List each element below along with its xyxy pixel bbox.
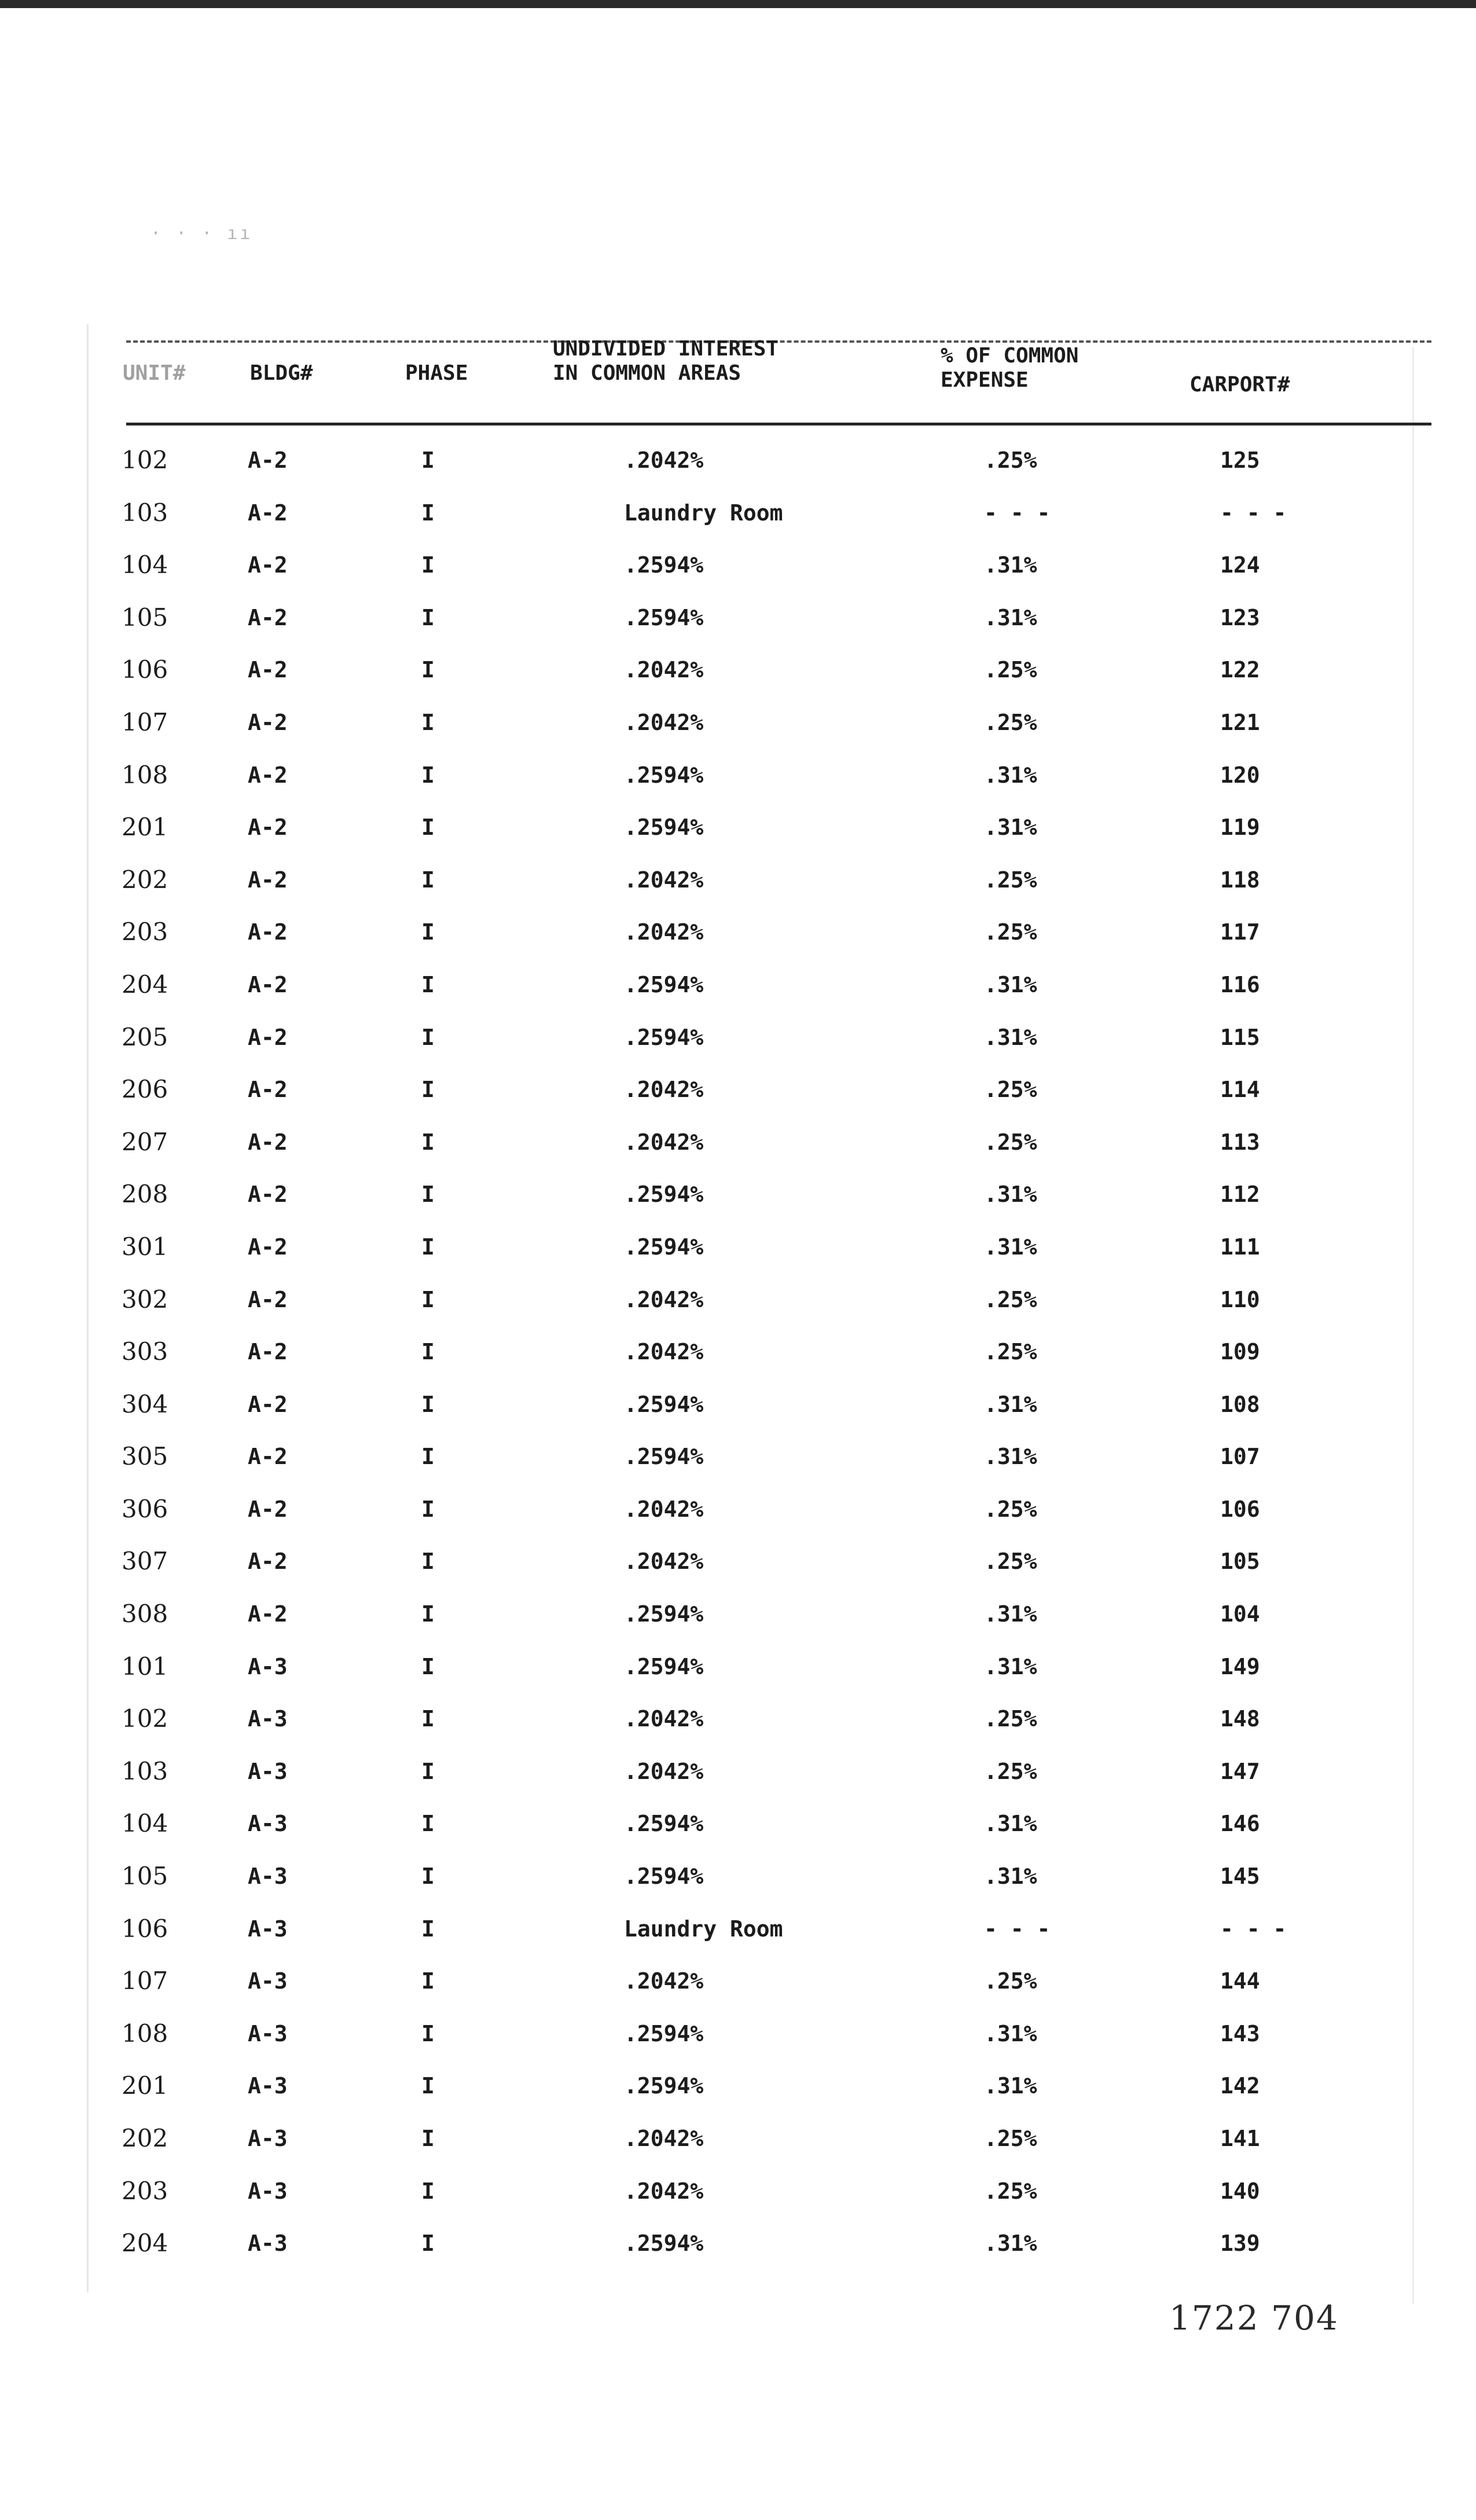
cell-bldg: A-2 — [248, 709, 288, 735]
cell-carport: 147 — [1220, 1758, 1260, 1784]
cell-carport: 123 — [1220, 604, 1260, 630]
cell-phase: I — [421, 1811, 435, 1837]
cell-unit: 306 — [122, 1494, 168, 1523]
cell-interest: .2594% — [624, 1182, 704, 1208]
cell-interest: .2594% — [624, 1864, 704, 1890]
cell-phase: I — [421, 2020, 435, 2046]
table-row — [0, 1862, 1476, 1914]
table-body — [0, 446, 1476, 2281]
cell-carport: - - - — [1220, 500, 1287, 526]
cell-unit: 105 — [122, 1862, 168, 1891]
cell-unit: 105 — [122, 603, 168, 632]
cell-unit: 205 — [122, 1022, 168, 1051]
cell-phase: I — [421, 815, 435, 841]
cell-interest: .2594% — [624, 2073, 704, 2099]
table-row — [0, 1180, 1476, 1233]
cell-expense: .31% — [984, 2020, 1037, 2046]
cell-expense: .25% — [984, 1129, 1037, 1155]
cell-bldg: A-2 — [248, 552, 288, 578]
cell-phase: I — [421, 1129, 435, 1155]
cell-expense: .25% — [984, 447, 1037, 473]
cell-bldg: A-2 — [248, 1077, 288, 1103]
header-interest-line1: UNDIVIDED INTEREST — [553, 337, 779, 361]
cell-interest: .2594% — [624, 2231, 704, 2257]
cell-expense: - - - — [984, 500, 1051, 526]
cell-carport: 105 — [1220, 1549, 1260, 1575]
cell-interest: .2042% — [624, 1129, 704, 1155]
cell-expense: .31% — [984, 1444, 1037, 1470]
cell-interest: .2042% — [624, 1968, 704, 1994]
cell-unit: 201 — [122, 813, 168, 842]
cell-bldg: A-2 — [248, 447, 288, 473]
cell-bldg: A-2 — [248, 1182, 288, 1208]
cell-expense: .25% — [984, 1286, 1037, 1312]
cell-phase: I — [421, 1601, 435, 1627]
cell-interest: .2594% — [624, 971, 704, 997]
cell-unit: 107 — [122, 1967, 168, 1996]
cell-expense: .25% — [984, 2126, 1037, 2151]
cell-bldg: A-2 — [248, 1129, 288, 1155]
cell-carport: 118 — [1220, 867, 1260, 893]
cell-unit: 203 — [122, 918, 168, 947]
cell-expense: - - - — [984, 1916, 1051, 1942]
cell-interest: .2594% — [624, 604, 704, 630]
cell-carport: 145 — [1220, 1864, 1260, 1890]
cell-interest: .2042% — [624, 919, 704, 945]
cell-expense: .25% — [984, 1758, 1037, 1784]
cell-interest: .2042% — [624, 709, 704, 735]
cell-bldg: A-3 — [248, 1653, 288, 1679]
cell-bldg: A-2 — [248, 815, 288, 841]
table-row — [0, 2019, 1476, 2072]
cell-interest: .2594% — [624, 1234, 704, 1260]
cell-unit: 106 — [122, 1914, 168, 1943]
cell-phase: I — [421, 1916, 435, 1942]
table-row — [0, 1600, 1476, 1652]
cell-expense: .31% — [984, 1234, 1037, 1260]
cell-carport: 122 — [1220, 657, 1260, 683]
cell-bldg: A-2 — [248, 657, 288, 683]
cell-expense: .25% — [984, 2178, 1037, 2204]
cell-unit: 102 — [122, 446, 168, 474]
table-row — [0, 2229, 1476, 2281]
cell-bldg: A-2 — [248, 1496, 288, 1522]
cell-expense: .25% — [984, 1706, 1037, 1732]
cell-bldg: A-2 — [248, 1286, 288, 1312]
cell-carport: 109 — [1220, 1339, 1260, 1365]
cell-carport: 141 — [1220, 2126, 1260, 2151]
cell-carport: 110 — [1220, 1286, 1260, 1312]
cell-carport: 113 — [1220, 1129, 1260, 1155]
cell-phase: I — [421, 971, 435, 997]
table-row — [0, 1285, 1476, 1338]
cell-phase: I — [421, 762, 435, 788]
header-unit: UNIT# — [123, 361, 186, 385]
cell-carport: 143 — [1220, 2020, 1260, 2046]
cell-phase: I — [421, 1286, 435, 1312]
cell-expense: .31% — [984, 762, 1037, 788]
cell-phase: I — [421, 604, 435, 630]
header-bottom-rule — [126, 423, 1431, 425]
cell-interest: .2042% — [624, 1496, 704, 1522]
table-row — [0, 865, 1476, 918]
cell-bldg: A-2 — [248, 919, 288, 945]
header-carport: CARPORT# — [1189, 373, 1290, 397]
table-row — [0, 1023, 1476, 1076]
cell-unit: 303 — [122, 1337, 168, 1366]
cell-interest: .2042% — [624, 1286, 704, 1312]
table-row — [0, 1547, 1476, 1600]
cell-phase: I — [421, 1024, 435, 1050]
cell-interest: .2042% — [624, 2178, 704, 2204]
cell-bldg: A-3 — [248, 1706, 288, 1732]
cell-interest: .2042% — [624, 2126, 704, 2151]
cell-phase: I — [421, 2231, 435, 2257]
table-row — [0, 2177, 1476, 2229]
cell-interest: .2042% — [624, 1549, 704, 1575]
table-row — [0, 708, 1476, 761]
cell-unit: 305 — [122, 1442, 168, 1471]
table-row — [0, 1075, 1476, 1128]
cell-phase: I — [421, 1182, 435, 1208]
cell-expense: .25% — [984, 709, 1037, 735]
cell-unit: 202 — [122, 865, 168, 894]
cell-interest: .2594% — [624, 1024, 704, 1050]
cell-bldg: A-2 — [248, 971, 288, 997]
cell-unit: 203 — [122, 2176, 168, 2205]
cell-carport: 107 — [1220, 1444, 1260, 1470]
cell-bldg: A-2 — [248, 1549, 288, 1575]
table-row — [0, 1652, 1476, 1705]
cell-carport: 119 — [1220, 815, 1260, 841]
cell-unit: 208 — [122, 1180, 168, 1209]
table-row — [0, 655, 1476, 708]
cell-unit: 108 — [122, 2019, 168, 2048]
cell-unit: 107 — [122, 707, 168, 736]
cell-bldg: A-2 — [248, 867, 288, 893]
cell-bldg: A-3 — [248, 1811, 288, 1837]
cell-bldg: A-3 — [248, 2020, 288, 2046]
cell-carport: 116 — [1220, 971, 1260, 997]
cell-bldg: A-2 — [248, 1391, 288, 1417]
cell-interest: .2042% — [624, 447, 704, 473]
cell-phase: I — [421, 709, 435, 735]
cell-expense: .31% — [984, 1024, 1037, 1050]
cell-unit: 106 — [122, 655, 168, 684]
cell-phase: I — [421, 1653, 435, 1679]
cell-carport: 124 — [1220, 552, 1260, 578]
cell-phase: I — [421, 1496, 435, 1522]
cell-carport: 111 — [1220, 1234, 1260, 1260]
header-bldg: BLDG# — [250, 361, 313, 385]
cell-carport: 144 — [1220, 1968, 1260, 1994]
scan-top-edge — [0, 0, 1476, 8]
cell-carport: 108 — [1220, 1391, 1260, 1417]
cell-expense: .25% — [984, 919, 1037, 945]
cell-bldg: A-2 — [248, 1234, 288, 1260]
cell-interest: .2594% — [624, 2020, 704, 2046]
header-expense-line1: % OF COMMON — [941, 344, 1079, 368]
cell-phase: I — [421, 657, 435, 683]
cell-expense: .25% — [984, 1968, 1037, 1994]
table-row — [0, 918, 1476, 970]
table-row — [0, 813, 1476, 865]
table-row — [0, 1390, 1476, 1443]
cell-interest: .2594% — [624, 1391, 704, 1417]
cell-interest: .2594% — [624, 1444, 704, 1470]
cell-phase: I — [421, 1549, 435, 1575]
cell-expense: .25% — [984, 867, 1037, 893]
cell-interest: .2594% — [624, 1601, 704, 1627]
cell-carport: 148 — [1220, 1706, 1260, 1732]
cell-unit: 101 — [122, 1652, 168, 1681]
header-phase: PHASE — [405, 361, 468, 385]
cell-bldg: A-3 — [248, 1864, 288, 1890]
cell-phase: I — [421, 1391, 435, 1417]
cell-interest: .2042% — [624, 1706, 704, 1732]
table-row — [0, 1914, 1476, 1967]
cell-expense: .31% — [984, 2073, 1037, 2099]
cell-carport: 104 — [1220, 1601, 1260, 1627]
cell-interest: .2594% — [624, 552, 704, 578]
cell-phase: I — [421, 867, 435, 893]
cell-interest: .2594% — [624, 1653, 704, 1679]
table-row — [0, 1967, 1476, 2019]
cell-unit: 204 — [122, 2229, 168, 2258]
cell-bldg: A-2 — [248, 762, 288, 788]
cell-bldg: A-2 — [248, 1444, 288, 1470]
cell-expense: .31% — [984, 1601, 1037, 1627]
cell-carport: 121 — [1220, 709, 1260, 735]
table-row — [0, 1757, 1476, 1810]
cell-expense: .25% — [984, 657, 1037, 683]
cell-bldg: A-3 — [248, 2178, 288, 2204]
table-row — [0, 1233, 1476, 1285]
table-row — [0, 603, 1476, 656]
cell-carport: 120 — [1220, 762, 1260, 788]
cell-phase: I — [421, 1234, 435, 1260]
cell-interest: Laundry Room — [624, 500, 783, 526]
cell-unit: 301 — [122, 1232, 168, 1261]
cell-phase: I — [421, 447, 435, 473]
cell-bldg: A-2 — [248, 1339, 288, 1365]
cell-interest: .2042% — [624, 657, 704, 683]
table-row — [0, 446, 1476, 498]
cell-expense: .31% — [984, 2231, 1037, 2257]
cell-expense: .31% — [984, 1811, 1037, 1837]
table-header — [0, 336, 1476, 405]
cell-unit: 204 — [122, 970, 168, 999]
cell-interest: .2594% — [624, 762, 704, 788]
cell-expense: .31% — [984, 552, 1037, 578]
table-row — [0, 551, 1476, 603]
cell-bldg: A-3 — [248, 2231, 288, 2257]
cell-expense: .25% — [984, 1549, 1037, 1575]
cell-bldg: A-2 — [248, 1024, 288, 1050]
cell-phase: I — [421, 919, 435, 945]
cell-phase: I — [421, 1444, 435, 1470]
cell-phase: I — [421, 552, 435, 578]
cell-carport: 115 — [1220, 1024, 1260, 1050]
table-row — [0, 2124, 1476, 2177]
cell-expense: .31% — [984, 604, 1037, 630]
cell-carport: - - - — [1220, 1916, 1287, 1942]
cell-unit: 102 — [122, 1704, 168, 1733]
cell-expense: .31% — [984, 1182, 1037, 1208]
cell-expense: .25% — [984, 1496, 1037, 1522]
cell-bldg: A-3 — [248, 2126, 288, 2151]
cell-unit: 304 — [122, 1389, 168, 1418]
cell-unit: 104 — [122, 551, 168, 579]
cell-bldg: A-2 — [248, 1601, 288, 1627]
cell-interest: .2042% — [624, 867, 704, 893]
cell-expense: .31% — [984, 815, 1037, 841]
cell-phase: I — [421, 2178, 435, 2204]
cell-phase: I — [421, 1968, 435, 1994]
cell-carport: 117 — [1220, 919, 1260, 945]
table-row — [0, 1704, 1476, 1757]
cell-carport: 125 — [1220, 447, 1260, 473]
header-expense-line2: EXPENSE — [941, 368, 1029, 392]
cell-unit: 202 — [122, 2124, 168, 2152]
cell-phase: I — [421, 2073, 435, 2099]
table-row — [0, 498, 1476, 551]
cell-bldg: A-2 — [248, 604, 288, 630]
header-interest-line2: IN COMMON AREAS — [553, 361, 741, 385]
cell-interest: Laundry Room — [624, 1916, 783, 1942]
cell-expense: .25% — [984, 1077, 1037, 1103]
cell-unit: 104 — [122, 1809, 168, 1838]
cell-carport: 112 — [1220, 1182, 1260, 1208]
table-row — [0, 1442, 1476, 1495]
cell-carport: 146 — [1220, 1811, 1260, 1837]
table-row — [0, 970, 1476, 1023]
page-reference-number: 1722 704 — [1169, 2298, 1339, 2338]
cell-phase: I — [421, 1339, 435, 1365]
cell-unit: 308 — [122, 1600, 168, 1628]
cell-carport: 149 — [1220, 1653, 1260, 1679]
cell-phase: I — [421, 2126, 435, 2151]
cell-unit: 108 — [122, 760, 168, 789]
cell-bldg: A-3 — [248, 1758, 288, 1784]
cell-expense: .31% — [984, 1864, 1037, 1890]
cell-bldg: A-3 — [248, 2073, 288, 2099]
table-row — [0, 1495, 1476, 1547]
cell-phase: I — [421, 1758, 435, 1784]
cell-phase: I — [421, 1864, 435, 1890]
table-row — [0, 761, 1476, 813]
cell-phase: I — [421, 1706, 435, 1732]
cell-unit: 201 — [122, 2071, 168, 2100]
cell-carport: 114 — [1220, 1077, 1260, 1103]
cell-unit: 103 — [122, 1756, 168, 1785]
cell-carport: 106 — [1220, 1496, 1260, 1522]
table-row — [0, 1809, 1476, 1862]
cell-interest: .2594% — [624, 1811, 704, 1837]
cell-expense: .31% — [984, 971, 1037, 997]
cell-unit: 206 — [122, 1075, 168, 1104]
cell-expense: .31% — [984, 1391, 1037, 1417]
cell-interest: .2042% — [624, 1339, 704, 1365]
cell-unit: 207 — [122, 1127, 168, 1156]
cell-unit: 103 — [122, 498, 168, 527]
table-row — [0, 1337, 1476, 1390]
cell-interest: .2042% — [624, 1077, 704, 1103]
cell-bldg: A-3 — [248, 1968, 288, 1994]
cell-phase: I — [421, 1077, 435, 1103]
cell-interest: .2042% — [624, 1758, 704, 1784]
cell-expense: .31% — [984, 1653, 1037, 1679]
cell-unit: 307 — [122, 1547, 168, 1576]
cell-unit: 302 — [122, 1285, 168, 1314]
cell-expense: .25% — [984, 1339, 1037, 1365]
table-row — [0, 2071, 1476, 2124]
cell-carport: 140 — [1220, 2178, 1260, 2204]
cell-interest: .2594% — [624, 815, 704, 841]
faint-page-mark: · · · ıı — [150, 223, 253, 244]
cell-phase: I — [421, 500, 435, 526]
cell-bldg: A-2 — [248, 500, 288, 526]
cell-carport: 142 — [1220, 2073, 1260, 2099]
table-row — [0, 1128, 1476, 1180]
cell-bldg: A-3 — [248, 1916, 288, 1942]
cell-carport: 139 — [1220, 2231, 1260, 2257]
